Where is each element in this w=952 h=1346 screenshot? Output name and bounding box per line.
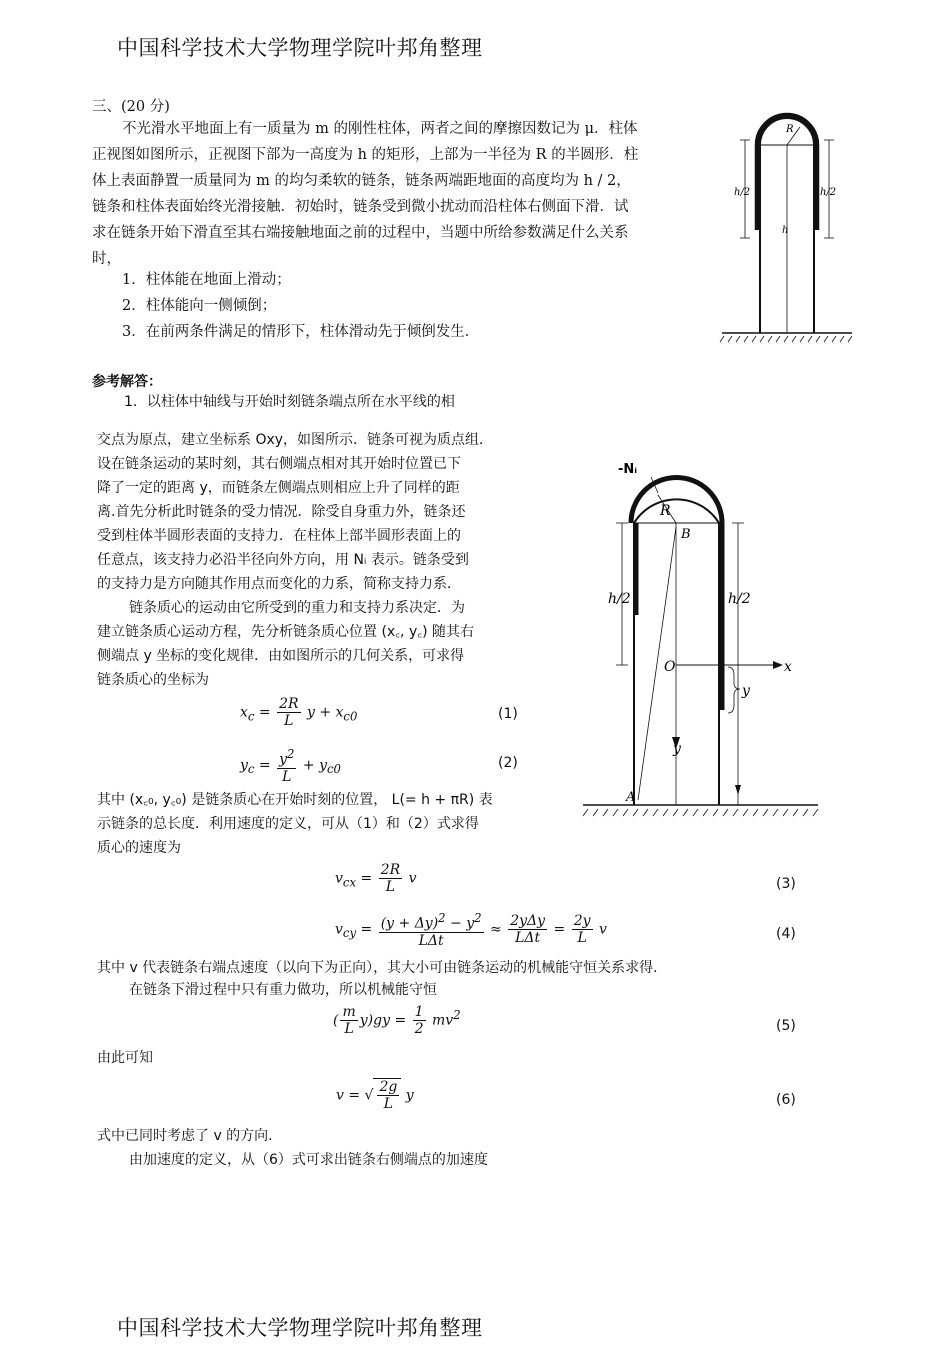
eq-number-1: (1) [498,706,518,722]
solution-para6: 由此可知 [97,1050,153,1066]
solution-para4: 其中 v 代表链条右端点速度（以向下为正向），其大小可由链条运动的机械能守恒关系求得. [97,960,658,976]
solution-figure [578,455,823,825]
fig-label-x: x [784,659,792,675]
page-footer: 中国科学技术大学物理学院叶邦角整理 [117,1316,483,1340]
para-line: 建立链条质心运动方程，先分析链条质心位置 (x꜀, y꜀) 随其右 [97,624,474,640]
eq-number-5: (5) [776,1018,796,1034]
problem-line: 正视图如图所示，正视图下部为一高度为 h 的矩形，上部为一半径为 R 的半圆形．柱 [92,147,639,163]
para-line: 的支持力是方向随其作用点而变化的力系，简称支持力系． [97,576,461,592]
equation-2: $y_c$ = $\frac{y^2}{L}$ + $y_{c0}$ [240,747,341,785]
eq-number-3: (3) [776,876,796,892]
problem-items [122,267,479,345]
fig-label-y-brace: y [742,683,750,699]
para-line: 交点为原点，建立坐标系 Oxy，如图所示．链条可视为质点组． [97,432,494,448]
fig-label-O: O [664,659,676,675]
problem-line: 链条和柱体表面始终光滑接触．初始时，链条受到微小扰动而沿柱体右侧面下滑．试 [92,199,629,215]
para-line: 链条质心的坐标为 [97,672,209,688]
fig-label-R: R [786,124,794,135]
equation-4: $v_{cy}$ = $\frac{(y + \Delta y)^2 - y^2}{\text{LΔt}}$ ≈ $\frac{\text{2yΔy}}{\text{LΔt}}$ = $\frac{2y}{L}$ v [335,911,607,949]
solution-intro: 1．以柱体中轴线与开始时刻链条端点所在水平线的相 [124,394,455,410]
problem-line: 体上表面静置一质量同为 m 的均匀柔软的链条，链条两端距地面的高度均为 h / 2， [92,173,631,189]
fig-label-h: h [782,225,789,236]
fig-label-h2-right: h/2 [820,187,837,198]
fig-label-N: -Nᵢ [618,462,638,477]
problem-item: 1．柱体能在地面上滑动； [122,272,291,288]
para-line: 任意点，该支持力必沿半径向外方向，用 Nᵢ 表示。链条受到 [97,552,469,568]
equation-5: ( $\frac{m}{L}$ y)gy = $\frac{1}{2}$ $mv^2$ [333,1004,461,1037]
fig-label-h2-left: h/2 [734,187,751,198]
para-line: 离.首先分析此时链条的受力情况．除受自身重力外，链条还 [97,504,466,520]
para-line: 设在链条运动的某时刻，其右侧端点相对其开始时位置已下 [97,456,461,472]
problem-line: 时， [92,251,121,267]
problem-line: 求在链条开始下滑直至其右端接触地面之前的过程中，当题中所给参数满足什么关系 [92,225,629,241]
problem-figure [712,100,862,345]
solution-para3 [97,788,567,860]
equation-6: v = √ $\frac{2g}{L}$ y [336,1079,414,1112]
fig-label-B: B [681,527,691,542]
problem-item: 3．在前两条件满足的情形下，柱体滑动先于倾倒发生． [122,324,480,340]
eq-number-2: (2) [498,755,518,771]
solution-para1 [97,428,567,596]
fig-label-y-axis: y [673,741,681,757]
fig-label-h2-right: h/2 [728,591,751,607]
para-line: 链条质心的运动由它所受到的重力和支持力系决定．为 [129,600,465,616]
para-line: 侧端点 y 坐标的变化规律．由如图所示的几何关系，可求得 [97,648,465,664]
para-line: 示链条的总长度．利用速度的定义，可从（1）和（2）式求得 [97,816,479,832]
equation-3: $v_{cx}$ = $\frac{2R}{L}$ v [335,862,417,895]
page-header: 中国科学技术大学物理学院叶邦角整理 [117,36,483,60]
solution-para7: 式中已同时考虑了 v 的方向. [97,1128,273,1144]
eq-number-4: (4) [776,926,796,942]
equation-1: $x_c$ = $\frac{2R}{L}$ $y + x_{c0}$ [240,696,358,729]
para-line: 质心的速度为 [97,840,181,856]
fig-label-h2-left: h/2 [608,591,631,607]
solution-para5: 在链条下滑过程中只有重力做功，所以机械能守恒 [129,982,437,998]
fig-label-A: A [626,790,636,805]
problem-text [92,116,712,272]
solution-para2 [97,596,567,692]
solution-para8: 由加速度的定义，从（6）式可求出链条右侧端点的加速度 [129,1152,488,1168]
para-line: 受到柱体半圆形表面的支持力．在柱体上部半圆形表面上的 [97,528,461,544]
fig-label-R: R [660,503,671,519]
problem-item: 2．柱体能向一侧倾倒； [122,298,277,314]
para-line: 其中 (x꜀₀, y꜀₀) 是链条质心在开始时刻的位置， L(= h + πR) 表 [97,792,493,808]
solution-heading: 参考解答： [92,374,162,390]
problem-title: 三、(20 分) [92,99,170,115]
para-line: 降了一定的距离 y，而链条左侧端点则相应上升了同样的距 [97,480,460,496]
problem-line: 不光滑水平地面上有一质量为 m 的刚性柱体，两者之间的摩擦因数记为 μ．柱体 [122,121,638,137]
eq-number-6: (6) [776,1092,796,1108]
